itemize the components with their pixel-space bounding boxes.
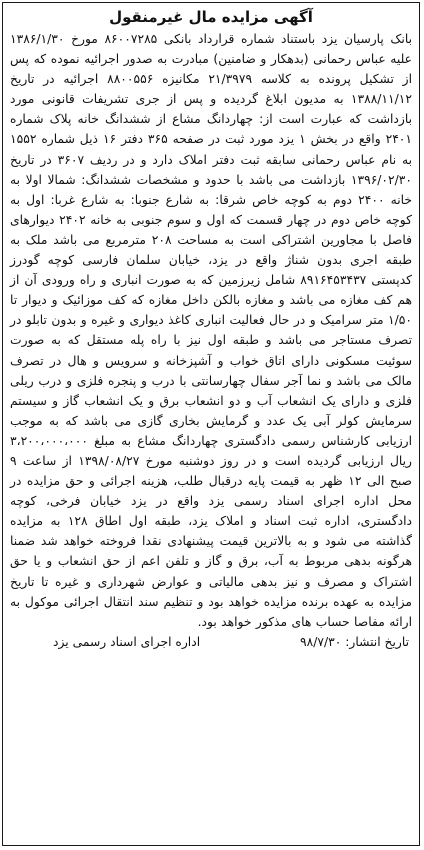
notice-title: آگهی مزایده مال غیرمنقول	[109, 8, 313, 26]
notice-body: بانک پارسیان یزد باستناد شماره قرارداد بانکی ۸۶۰۰۷۲۸۵ مورخ ۱۳۸۶/۱/۳۰ علیه عباس رحمانی (بدهکار و ضامنین) مبادرت به صدور اجرائیه نموده که پس از تشکیل پرونده به کلاسه ۲۱/۳۹۷۹ مکانیزه ۸۸۰۰۵۵۶ اجرائیه در تاریخ ۱۳۸۸/۱۱/۱۲ به مدیون ابلاغ گردیده و پس از جری تشریفات قانونی مورد بازداشت که عبارت است از: چهاردانگ مشاع از ششدانگ خانه پلاک شماره ۲۴۰۱ واقع در بخش ۱ یزد مورد ثبت در صفحه ۳۶۵ دفتر ۱۶ ذیل شماره ۱۵۵۲ به نام عباس رحمانی سابقه ثبت دفتر املاک دارد و در ردیف ۳۶۰۷ در تاریخ ۱۳۹۶/۰۲/۳۰ بازداشت می باشد با حدود و مشخصات ششدانگ: شمالا اولا به خانه ۲۴۰۰ دوم به کوچه خاص شرقا: به شارع جنوبا: به شارع غربا: اول به کوچه خاص دوم در چهار قسمت که اول و سوم جنوبی به خانه ۲۴۰۲ دیوارهای فاصل با مجاورین اشتراکی است به مساحت ۲۰۸ مترمربع می باشد ملک به طبقه اجری بدون شناژ واقع در یزد، خیابان سلمان فارسی کوچه گودرز کدپستی ۸۹۱۶۴۵۳۴۳۷ شامل زیرزمین که به صورت انباری و راه ورودی آن از هم کف مغازه می باشد و مغازه بالکن داخل مغازه که کف موزائیک و دیوار تا ۱/۵۰ متر سرامیک و در حال فعالیت انباری کاغذ دیواری و غیره و بدون تابلو در تصرف مستاجر می باشد و طبقه اول نیز با راه پله مستقل که به صورت سوئیت مسکونی دارای اتاق خواب و آشپزخانه و سرویس و هال در تصرف مالک می باشد و نما آجر سفال چهارسانتی با درب و پنجره فلزی و درب ریلی فلزی و دارای یک انشعاب آب و دو انشعاب برق و یک انشعاب گاز و سیستم سرمایش کولر آبی یک عدد و گرمایش بخاری گازی می باشد که به موجب ارزیابی کارشناس رسمی دادگستری چهاردانگ مشاع به مبلغ ۳،۲۰۰،۰۰۰،۰۰۰ ریال ارزیابی گردیده است و در روز دوشنبه مورخ ۱۳۹۸/۰۸/۲۷ از ساعت ۹ صبح الی ۱۲ ظهر به قیمت پایه درقبال طلب، هزینه اجرائی و حق مزایده در محل اداره اجرای اسناد رسمی یزد واقع در یزد خیابان فرخی، کوچه دادگستری، اداره ثبت اسناد و املاک یزد، طبقه اول اطاق ۱۲۸ به مزایده گذاشته می شود و به بالاترین قیمت پیشنهادی نقدا فروخته خواهد شد ضمنا هرگونه بدهی مربوط به آب، برق و گاز و تلفن اعم از حق انشعاب و یا حق اشتراک و مصرف و نیز بدهی مالیاتی و عوارض شهرداری و غیره تا تاریخ مزایده به عهده برنده مزایده خواهد بود و تنظیم سند انتقال اجرائی موکول به ارائه مفاصا حساب های مذکور خواهد بود.	[10, 32, 413, 629]
notice-footer	[3, 632, 419, 652]
auction-notice	[2, 2, 420, 846]
issuing-office: اداره اجرای اسناد رسمی یزد	[53, 634, 201, 649]
publish-date: تاریخ انتشار: ۹۸/۷/۳۰	[300, 634, 409, 649]
